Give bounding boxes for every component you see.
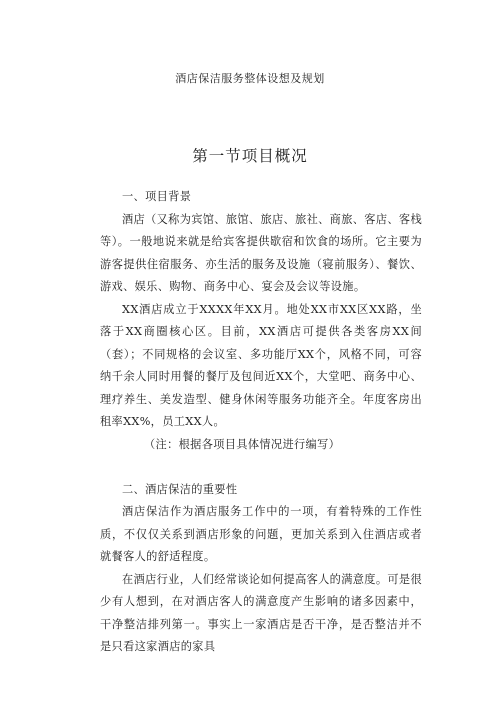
background-note: （注：根据各项目具体情况进行编写）	[144, 437, 341, 451]
document-body	[100, 186, 422, 659]
section-title: 第一节项目概况	[192, 147, 308, 165]
background-heading: 一、项目背景	[122, 190, 192, 203]
background-paragraph-2: XX酒店成立于XXXX年XX月。地处XX市XX区XX路，坐落于XX商圈核心区。目前，XX酒店可提供各类客房XX间（套）；不同规格的会议室、多功能厅XX个，风格不同，可容纳千余人同时用餐的餐厅及包间近XX个，大堂吧、商务中心、理疗养生、美发造型、健身休闲等服务功能齐全。年度客房出租率XX%，员工XX人。	[100, 302, 422, 428]
paragraph-gap	[100, 456, 422, 479]
importance-heading: 二、酒店保洁的重要性	[122, 482, 238, 496]
importance-paragraph-2: 在酒店行业，人们经常谈论如何提高客人的满意度。可是很少有人想到，在对酒店客人的满意度产生影响的诸多因素中，干净整洁排列第一。事实上一家酒店是否干净，是否整洁并不是只看这家酒店的家具	[100, 572, 422, 653]
background-paragraph-1: 酒店（又称为宾馆、旅馆、旅店、旅社、商旅、客店、客栈等）。一般地说来就是给宾客提供歇宿和饮食的场所。它主要为游客提供住宿服务、亦生活的服务及设施（寝前服务）、餐饮、游戏、娱乐、购物、商务中心、宴会及会议等设施。	[100, 212, 422, 293]
importance-paragraph-1: 酒店保洁作为酒店服务工作中的一项，有着特殊的工作性质，不仅仅关系到酒店形象的问题，更加关系到入住酒店或者就餐客人的舒适程度。	[100, 505, 422, 563]
document-title: 酒店保洁服务整体设想及规划	[175, 72, 325, 85]
